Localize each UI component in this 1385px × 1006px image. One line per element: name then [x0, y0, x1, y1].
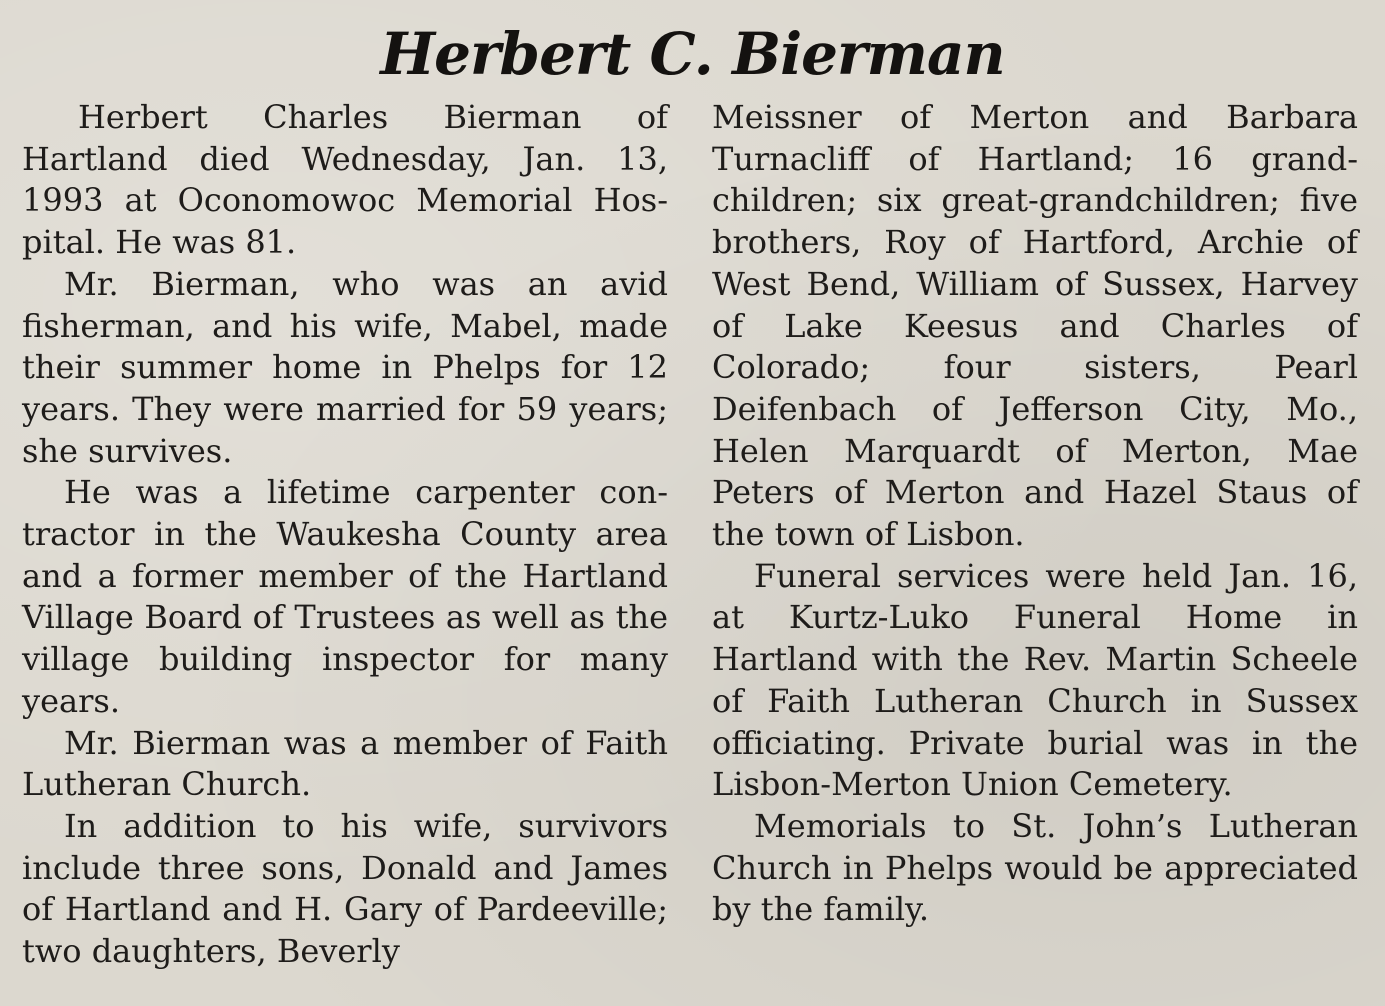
- paragraph-summer-home: Mr. Bierman, who was an avid fisherman, and his wife, Mabel, made their summer home in Phelps for 12 years. They were married for 59 years; she survives.: [22, 264, 668, 470]
- paragraph-memorials: Memorials to St. John’s Lutheran Church in Phelps would be appreciated by the family.: [712, 806, 1358, 929]
- obituary-headline: Herbert C. Bierman: [380, 20, 1005, 88]
- right-column: [712, 97, 1358, 931]
- paragraph-survivors: In addition to his wife, survivors include three sons, Donald and James of Hartland and H. Gary of Pardeeville; two daughters, Beverly: [22, 806, 668, 971]
- paragraph-death-notice: Herbert Charles Bierman of Hartland died Wednesday, Jan. 13, 1993 at Oconomowoc Memorial Hospital. He was 81.: [22, 98, 668, 262]
- left-column: [22, 97, 668, 973]
- paragraph-church-membership: Mr. Bierman was a member of Faith Lutheran Church.: [22, 723, 668, 804]
- paragraph-funeral-services: Funeral services were held Jan. 16, at Kurtz-Luko Funeral Home in Hartland with the Rev. Martin Scheele of Faith Lutheran Church in Sussex officiating. Private burial was in the Lisbon-Merton Union Cemetery.: [712, 556, 1358, 804]
- paragraph-career: He was a lifetime carpenter contractor in the Waukesha County area and a former member of the Hartland Village Board of Trustees as well as the village building inspector for many years.: [22, 473, 668, 720]
- paragraph-survivors-continued: Meissner of Merton and Barbara Turnacliff of Hartland; 16 grandchildren; six great-grandchildren; five brothers, Roy of Hartford, Archie of West Bend, William of Sussex, Harvey of Lake Keesus and Charles of Colorado; four sisters, Pearl Deifenbach of Jefferson City, Mo., Helen Marquardt of Merton, Mae Peters of Merton and Hazel Staus of the town of Lisbon.: [712, 98, 1358, 554]
